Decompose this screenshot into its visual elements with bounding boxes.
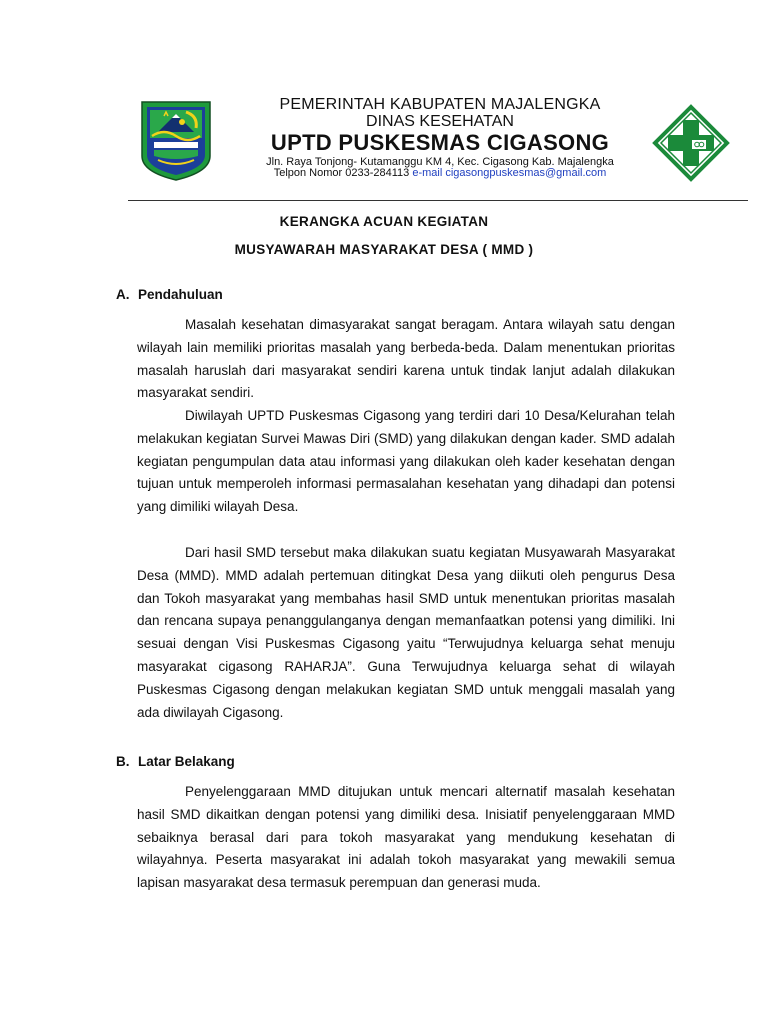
section-heading-pendahuluan <box>116 287 223 302</box>
document-title: KERANGKA ACUAN KEGIATAN <box>279 214 489 229</box>
section-title: Pendahuluan <box>138 287 223 302</box>
email-link[interactable]: e-mail cigasongpuskesmas@gmail.com <box>412 167 607 179</box>
paragraph: Dari hasil SMD tersebut maka dilakukan suatu kegiatan Musyawarah Masyarakat Desa (MMD). MMD adalah pertemuan ditingkat Desa yang diikuti oleh pengurus Desa dan Tokoh masyarakat yang membahas hasil SMD untuk menentukan prioritas masalah dan rencana supaya penanggulanganya dengan memanfaatkan potensi yang dimiliki. Ini sesuai dengan Visi Puskesmas Cigasong yaitu “Terwujudnya keluarga sehat menuju masyarakat cigasong RAHARJA”. Guna Terwujudnya keluarga sehat di wilayah Puskesmas Cigasong dengan melakukan kegiatan SMD untuk menggali masalah yang ada diwilayah Cigasong. <box>137 545 675 720</box>
section-marker: B. <box>116 754 130 769</box>
address-line: Jln. Raya Tonjong- Kutamanggu KM 4, Kec. Cigasong Kab. Majalengka <box>266 156 614 168</box>
section-heading-latar-belakang <box>116 754 235 769</box>
paragraph: Diwilayah UPTD Puskesmas Cigasong yang terdiri dari 10 Desa/Kelurahan telah melakukan kegiatan Survei Mawas Diri (SMD) yang dilakukan dengan kader. SMD adalah kegiatan pengumpulan data atau informasi yang dilakukan oleh kader kesehatan dengan tujuan untuk memperoleh informasi permasalahan kesehatan yang dihadapi dan potensi yang dimiliki wilayah Desa. <box>137 408 675 515</box>
section-marker: A. <box>116 287 130 302</box>
letterhead <box>0 0 768 205</box>
department-line: DINAS KESEHATAN <box>366 113 514 130</box>
contact-line <box>230 167 650 179</box>
document-subtitle: MUSYAWARAH MASYARAKAT DESA ( MMD ) <box>234 242 534 257</box>
header-divider <box>128 200 748 201</box>
puskesmas-cross-house-icon <box>652 104 730 182</box>
phone-text: Telpon Nomor 0233-284113 <box>273 167 410 179</box>
section-title: Latar Belakang <box>138 754 235 769</box>
paragraph: Masalah kesehatan dimasyarakat sangat beragam. Antara wilayah satu dengan wilayah lain memiliki prioritas masalah yang berbeda-beda. Dalam menentukan prioritas masalah haruslah dari masyarakat sendiri karena untuk tindak lanjut adalah dilakukan masyarakat sendiri. <box>137 317 675 401</box>
organization-name: UPTD PUSKESMAS CIGASONG <box>270 130 610 155</box>
majalengka-regency-emblem-icon <box>136 98 216 182</box>
paragraph: Penyelenggaraan MMD ditujukan untuk mencari alternatif masalah kesehatan hasil SMD dikaitkan dengan potensi yang dimiliki desa. Inisiatif penyelenggaraan MMD sebaiknya berasal dari para tokoh masyarakat yang mendukung kesehatan di wilayahnya. Peserta masyarakat ini adalah tokoh masyarakat yang mewakili semua lapisan masyarakat desa termasuk perempuan dan generasi muda. <box>137 784 675 891</box>
government-line: PEMERINTAH KABUPATEN MAJALENGKA <box>279 96 601 113</box>
